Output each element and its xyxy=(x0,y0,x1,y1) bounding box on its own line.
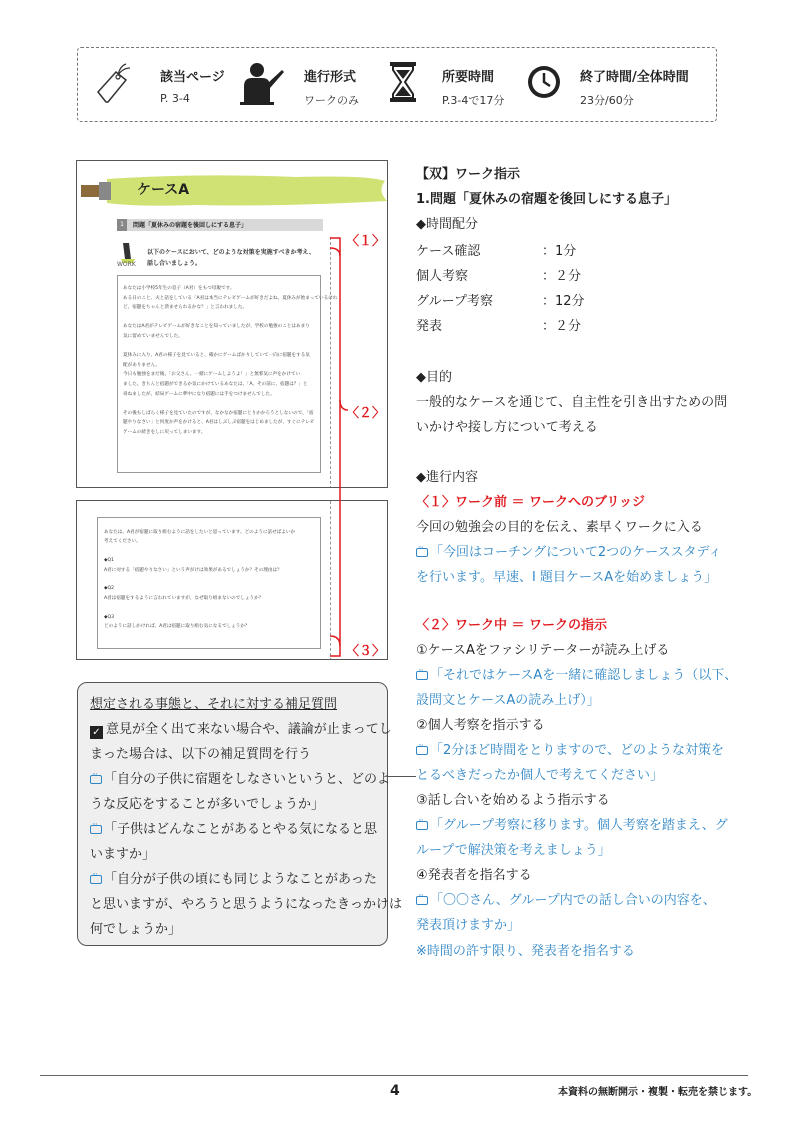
hourglass-icon xyxy=(388,60,418,104)
step2a-text: ①ケースAをファシリテーターが読み上げる xyxy=(416,643,670,658)
support-q2-line-1: 「子供はどんなことがあるとやる気になると思 xyxy=(104,822,378,837)
time-row-label: 個人考察 xyxy=(416,269,469,284)
speech-bubble-icon xyxy=(416,821,428,830)
page-value: P. 3-4 xyxy=(160,92,190,105)
work-heading: 【双】ワーク指示 xyxy=(416,167,521,182)
support-q3-line-3: 何でしょうか」 xyxy=(90,922,182,937)
time-req-value: P.3-4で17分 xyxy=(442,94,505,107)
connector-line xyxy=(388,776,416,777)
format-title-label: 進行形式 xyxy=(304,70,357,85)
brush-banner xyxy=(77,171,388,211)
case-body-frame xyxy=(117,275,338,473)
time-alloc-title: ◆時間配分 xyxy=(416,217,478,232)
case-body-text: あなたは小学校5年生の息子（A君）をもつ母親です。 ある日のこと、夫と話をしている「A君は本当にテレビゲームが好きだよね。夏休みが始まっているけれ ど、宿題をちゃんと済ませられるかな？」と言われました。 あなたはA君がテレビゲームが好きなことを知っていましたが、学校の勉強のことはあまり 気に留めていませんでした。 夏休みに入り、A君の様子を見ていると、確かにゲームばかりしていて一向に宿題をする気 配がありません。 今日も勉強をまだ後、「お父さん、一緒にゲームしようよ！」と無邪気に声をかけてい ました。きちんと宿題ができるか気にかけているあなたは、「A、その前に、宿題は？」と 尋ねましたが、結局ゲームに夢中になり宿題には手をつけませんでした。 その後もしばらく様子を見ていたのですが、なかなか宿題にとりかかろうとしないので、「宿 題やりなさい」と何度か声をかけると、A君はしぶしぶ宿題をはじめましたが、すぐにテレビ ゲームの続きをしに戻ってしまいます。 xyxy=(123,286,338,435)
support-q2-line-2: いますか」 xyxy=(90,847,156,862)
red-bracket xyxy=(326,230,356,660)
section-number: 1 xyxy=(117,219,127,231)
questions-text: あなたは、A君が宿題に取り組むように話をしたいと思っています。どのように話せばよいか 考えてください。 ◆Q1 A君に対する「宿題やりなさい」という声がけは効果があるでしょうか？その理由は？ ◆Q2 A君は宿題をするように言われていますが、なぜ取り組まないのでしょうか？ ◆Q3 どのように話しかければ、A君は宿題に取り組む気になるでしょうか？ xyxy=(104,530,296,630)
end-time-value: 23分/60分 xyxy=(580,94,634,107)
time-row-label: ケース確認 xyxy=(416,244,481,259)
support-q1-line-2: うな反応をすることが多いでしょうか」 xyxy=(90,797,325,812)
marker-1: 〈１〉 xyxy=(346,234,386,249)
time-req-title-label: 所要時間 xyxy=(442,70,495,85)
purpose-line-2: いかけや接し方について考える xyxy=(416,420,598,435)
section-title: 問題「夏休みの宿題を後回しにする息子」 xyxy=(133,222,248,229)
step2b-text: ②個人考察を指示する xyxy=(416,718,545,733)
step1-quote-1: 「今回はコーチングについて2つのケーススタディ xyxy=(430,545,722,560)
speech-bubble-icon xyxy=(416,896,428,905)
support-q3-line-1: 「自分が子供の頃にも同じようなことがあった xyxy=(104,872,377,887)
step2d-quote-2: 発表頂けますか」 xyxy=(416,918,521,933)
time-row-value: ：２分 xyxy=(542,319,582,334)
purpose-line-1: 一般的なケースを通じて、自主性を引き出すための問 xyxy=(416,395,728,410)
time-row-value: ：２分 xyxy=(542,269,582,284)
page-number: 4 xyxy=(390,1083,400,1099)
end-time-title-label: 終了時間/全体時間 xyxy=(580,70,689,85)
speech-bubble-icon xyxy=(416,671,428,680)
speech-bubble-icon xyxy=(90,825,102,834)
support-q1-line-1: 「自分の子供に宿題をしなさいというと、どのよ xyxy=(104,772,391,787)
clock-icon xyxy=(526,64,562,100)
marker-2: 〈２〉 xyxy=(346,406,386,421)
speech-bubble-icon xyxy=(90,875,102,884)
questions-frame xyxy=(97,517,321,649)
time-row-label: 発表 xyxy=(416,319,443,334)
speech-bubble-icon xyxy=(90,775,102,784)
marker-3: 〈３〉 xyxy=(346,644,386,659)
support-questions-box xyxy=(77,682,403,946)
presenter-icon xyxy=(238,60,286,108)
step2c-quote-2: ループで解決策を考えましょう」 xyxy=(416,843,611,858)
condition-line-1: 意見が全く出て来ない場合や、議論が止まってし xyxy=(106,722,392,737)
format-value: ワークのみ xyxy=(304,94,359,107)
step2b-quote-1: 「2分ほど時間をとりますので、どのような対策を xyxy=(430,743,725,758)
step2c-quote-1: 「グループ考察に移ります。個人考察を踏まえ、グ xyxy=(430,818,728,833)
step2d-quote-1: 「〇〇さん、グループ内での話し合いの内容を、 xyxy=(430,893,716,908)
step2d-note: ※時間の許す限り、発表者を指名する xyxy=(416,944,635,959)
copyright-notice: 本資料の無断開示・複製・転売を禁じます。 xyxy=(558,1087,758,1098)
checkbox-icon: ✓ xyxy=(90,726,103,739)
speech-bubble-icon xyxy=(416,548,428,557)
info-box xyxy=(77,47,717,122)
step2-title: 〈２〉ワーク中 ＝ ワークの指示 xyxy=(416,618,608,633)
step1-quote-2: を行います。早速、I 題目ケースAを始めましょう」 xyxy=(416,570,718,585)
step1-text: 今回の勉強会の目的を伝え、素早くワークに入る xyxy=(416,520,703,535)
work-label: WORK xyxy=(117,261,136,268)
progress-title: ◆進行内容 xyxy=(416,470,478,485)
step2b-quote-2: とるべきだったか個人で考えてください」 xyxy=(416,768,664,783)
time-row-value: ：12分 xyxy=(542,294,585,309)
tag-icon xyxy=(96,62,132,104)
step2d-text: ④発表者を指名する xyxy=(416,868,532,883)
problem-title: 1.問題「夏休みの宿題を後回しにする息子」 xyxy=(416,192,677,207)
support-q3-line-2: と思いますが、やろうと思うようになったきっかけは xyxy=(90,897,403,912)
footer-divider xyxy=(40,1075,748,1076)
page-title-label: 該当ページ xyxy=(160,70,225,85)
instruction-text: 以下のケースにおいて、どのような対策を実施すべきか考え、 話し合いましょう。 xyxy=(147,249,315,267)
purpose-title: ◆目的 xyxy=(416,370,452,385)
time-row-value: ：1分 xyxy=(542,244,577,259)
support-title: 想定される事態と、それに対する補足質問 xyxy=(90,697,338,712)
pen-icon xyxy=(119,241,137,263)
condition-line-2: まった場合は、以下の補足質問を行う xyxy=(90,747,312,762)
step2c-text: ③話し合いを始めるよう指示する xyxy=(416,793,610,808)
step2a-quote-1: 「それではケースAを一緒に確認しましょう（以下、 xyxy=(430,668,738,683)
case-title: ケースA xyxy=(137,182,190,198)
step1-title: 〈１〉ワーク前 ＝ ワークへのブリッジ xyxy=(416,495,646,510)
speech-bubble-icon xyxy=(416,746,428,755)
step2a-quote-2: 設問文とケースAの読み上げ）」 xyxy=(416,693,600,708)
time-row-label: グループ考察 xyxy=(416,294,493,309)
